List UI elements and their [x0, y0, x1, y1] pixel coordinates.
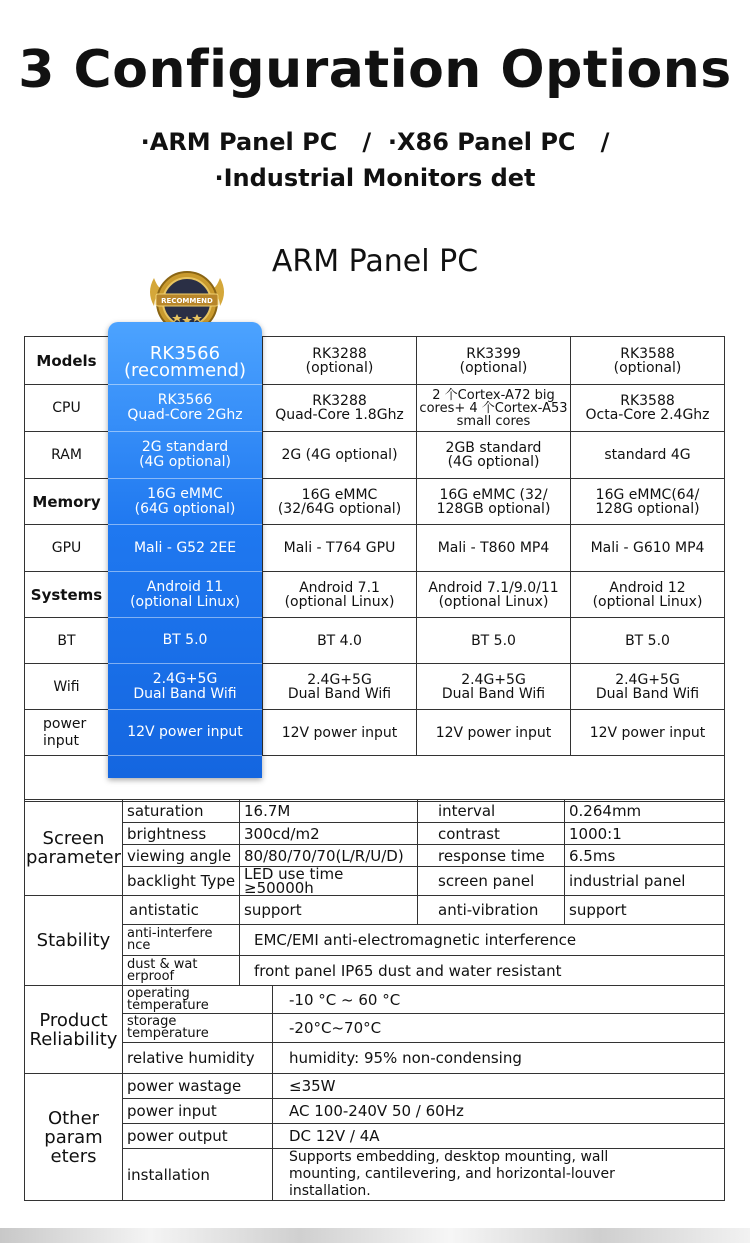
- param-label: backlight Type: [123, 867, 240, 896]
- stability-category: Stability: [25, 896, 123, 986]
- param-value: AC 100-240V 50 / 60Hz: [273, 1099, 725, 1124]
- rk3399-gpu: Mali - T860 MP4: [417, 525, 571, 572]
- param-label: saturation: [123, 800, 240, 823]
- param-label: power output: [123, 1124, 273, 1149]
- section-title: ARM Panel PC: [271, 244, 479, 279]
- param-value: front panel IP65 dust and water resistant: [240, 956, 725, 986]
- rk3288-systems: Android 7.1 (optional Linux): [263, 572, 417, 618]
- rk3288-wifi: 2.4G+5G Dual Band Wifi: [263, 664, 417, 710]
- param-value: DC 12V / 4A: [273, 1124, 725, 1149]
- param-label: brightness: [123, 823, 240, 845]
- screen-category: Screen parameter: [25, 800, 123, 896]
- subtitle-line-2: ·Industrial Monitors det: [214, 164, 536, 192]
- rk3399-model: RK3399 (optional): [417, 337, 571, 385]
- param-value: Supports embedding, desktop mounting, wall mounting, cantilevering, and horizontal-louver installation.: [273, 1149, 725, 1201]
- rk3399-memory: 16G eMMC (32/ 128GB optional): [417, 479, 571, 525]
- rk3588-wifi: 2.4G+5G Dual Band Wifi: [571, 664, 725, 710]
- param-value: humidity: 95% non-condensing: [273, 1043, 725, 1074]
- row-label: Wifi: [25, 664, 109, 710]
- param-value: 1000:1: [565, 823, 725, 845]
- rk3288-memory: 16G eMMC (32/64G optional): [263, 479, 417, 525]
- row-label: CPU: [25, 385, 109, 432]
- param-value: support: [565, 896, 725, 925]
- other-row: [25, 1074, 725, 1099]
- param-value: industrial panel: [565, 867, 725, 896]
- rk3288-gpu: Mali - T764 GPU: [263, 525, 417, 572]
- rk3288-ram: 2G (4G optional): [263, 432, 417, 479]
- row-label: power input: [25, 710, 109, 756]
- rk3399-power: 12V power input: [417, 710, 571, 756]
- rk3566-model: RK3566 (recommend): [123, 343, 246, 381]
- rk3588-power: 12V power input: [571, 710, 725, 756]
- other-row: [25, 1124, 725, 1149]
- rk3588-systems: Android 12 (optional Linux): [571, 572, 725, 618]
- param-label: antistatic: [123, 896, 240, 925]
- screen-row: [25, 867, 725, 896]
- row-label: Models: [25, 337, 109, 385]
- screen-row: [25, 845, 725, 867]
- param-value: -10 °C ~ 60 °C: [273, 986, 725, 1014]
- param-label: anti-vibration: [418, 896, 565, 925]
- rk3588-gpu: Mali - G610 MP4: [571, 525, 725, 572]
- rk3399-ram: 2GB standard (4G optional): [417, 432, 571, 479]
- parameter-table: [24, 799, 725, 1201]
- subtitle-line-1: ·ARM Panel PC / ·X86 Panel PC /: [140, 128, 610, 156]
- param-label: relative humidity: [123, 1043, 273, 1074]
- param-label: power input: [123, 1099, 273, 1124]
- stability-row: [25, 896, 725, 925]
- rk3288-cpu: RK3288 Quad-Core 1.8Ghz: [263, 385, 417, 432]
- param-value: LED use time ≥50000h: [240, 867, 418, 896]
- stability-row: [25, 956, 725, 986]
- param-value: 16.7M: [240, 800, 418, 823]
- param-value: ≤35W: [273, 1074, 725, 1099]
- row-label: GPU: [25, 525, 109, 572]
- rk3566-gpu: Mali - G52 2EE: [133, 539, 237, 556]
- rk3288-bt: BT 4.0: [263, 618, 417, 664]
- param-value: support: [240, 896, 418, 925]
- rk3288-model: RK3288 (optional): [263, 337, 417, 385]
- other-row: [25, 1099, 725, 1124]
- param-value: EMC/EMI anti-electromagnetic interference: [240, 925, 725, 956]
- reliability-row: [25, 1043, 725, 1074]
- rk3566-bt: BT 5.0: [162, 632, 208, 648]
- divider: [108, 755, 262, 756]
- rk3588-model: RK3588 (optional): [571, 337, 725, 385]
- param-label: interval: [418, 800, 565, 823]
- param-value: 300cd/m2: [240, 823, 418, 845]
- param-label: viewing angle: [123, 845, 240, 867]
- row-label: BT: [25, 618, 109, 664]
- reliability-row: [25, 986, 725, 1014]
- param-value: 6.5ms: [565, 845, 725, 867]
- other-row: [25, 1149, 725, 1201]
- screen-row: [25, 800, 725, 823]
- rk3588-memory: 16G eMMC(64/ 128G optional): [571, 479, 725, 525]
- rk3588-cpu: RK3588 Octa-Core 2.4Ghz: [571, 385, 725, 432]
- rk3566-ram: 2G standard (4G optional): [139, 439, 231, 470]
- reliability-category: Product Reliability: [25, 986, 123, 1074]
- rk3566-systems: Android 11 (optional Linux): [130, 578, 240, 610]
- rk3399-wifi: 2.4G+5G Dual Band Wifi: [417, 664, 571, 710]
- page-title: 3 Configuration Options: [18, 40, 732, 100]
- rk3566-wifi: 2.4G+5G Dual Band Wifi: [133, 670, 237, 702]
- row-label: RAM: [25, 432, 109, 479]
- param-label: power wastage: [123, 1074, 273, 1099]
- param-label: operating temperature: [123, 986, 273, 1014]
- param-label: storage temperature: [123, 1014, 273, 1043]
- rk3588-ram: standard 4G: [571, 432, 725, 479]
- rk3566-cpu: RK3566 Quad-Core 2Ghz: [127, 392, 243, 423]
- row-label: Memory: [25, 479, 109, 525]
- rk3399-cpu: 2 个Cortex-A72 big cores+ 4 个Cortex-A53 small cores: [417, 385, 571, 432]
- other-category: Other param eters: [25, 1074, 123, 1201]
- reliability-row: [25, 1014, 725, 1043]
- rk3288-power: 12V power input: [263, 710, 417, 756]
- rk3588-bt: BT 5.0: [571, 618, 725, 664]
- stability-row: [25, 925, 725, 956]
- param-label: dust & wat erproof: [123, 956, 240, 986]
- rk3566-power: 12V power input: [127, 724, 243, 740]
- param-label: screen panel: [418, 867, 565, 896]
- screen-row: [25, 823, 725, 845]
- param-label: contrast: [418, 823, 565, 845]
- rk3399-systems: Android 7.1/9.0/11 (optional Linux): [417, 572, 571, 618]
- rk3399-bt: BT 5.0: [417, 618, 571, 664]
- param-label: anti-interfere nce: [123, 925, 240, 956]
- badge-text: RECOMMEND: [161, 297, 213, 305]
- param-value: 80/80/70/70(L/R/U/D): [240, 845, 418, 867]
- param-label: installation: [123, 1149, 273, 1201]
- decorative-band: [0, 1228, 750, 1243]
- rk3566-memory: 16G eMMC (64G optional): [134, 485, 236, 517]
- param-value: 0.264mm: [565, 800, 725, 823]
- param-label: response time: [418, 845, 565, 867]
- param-value: -20°C~70°C: [273, 1014, 725, 1043]
- row-label: Systems: [25, 572, 109, 618]
